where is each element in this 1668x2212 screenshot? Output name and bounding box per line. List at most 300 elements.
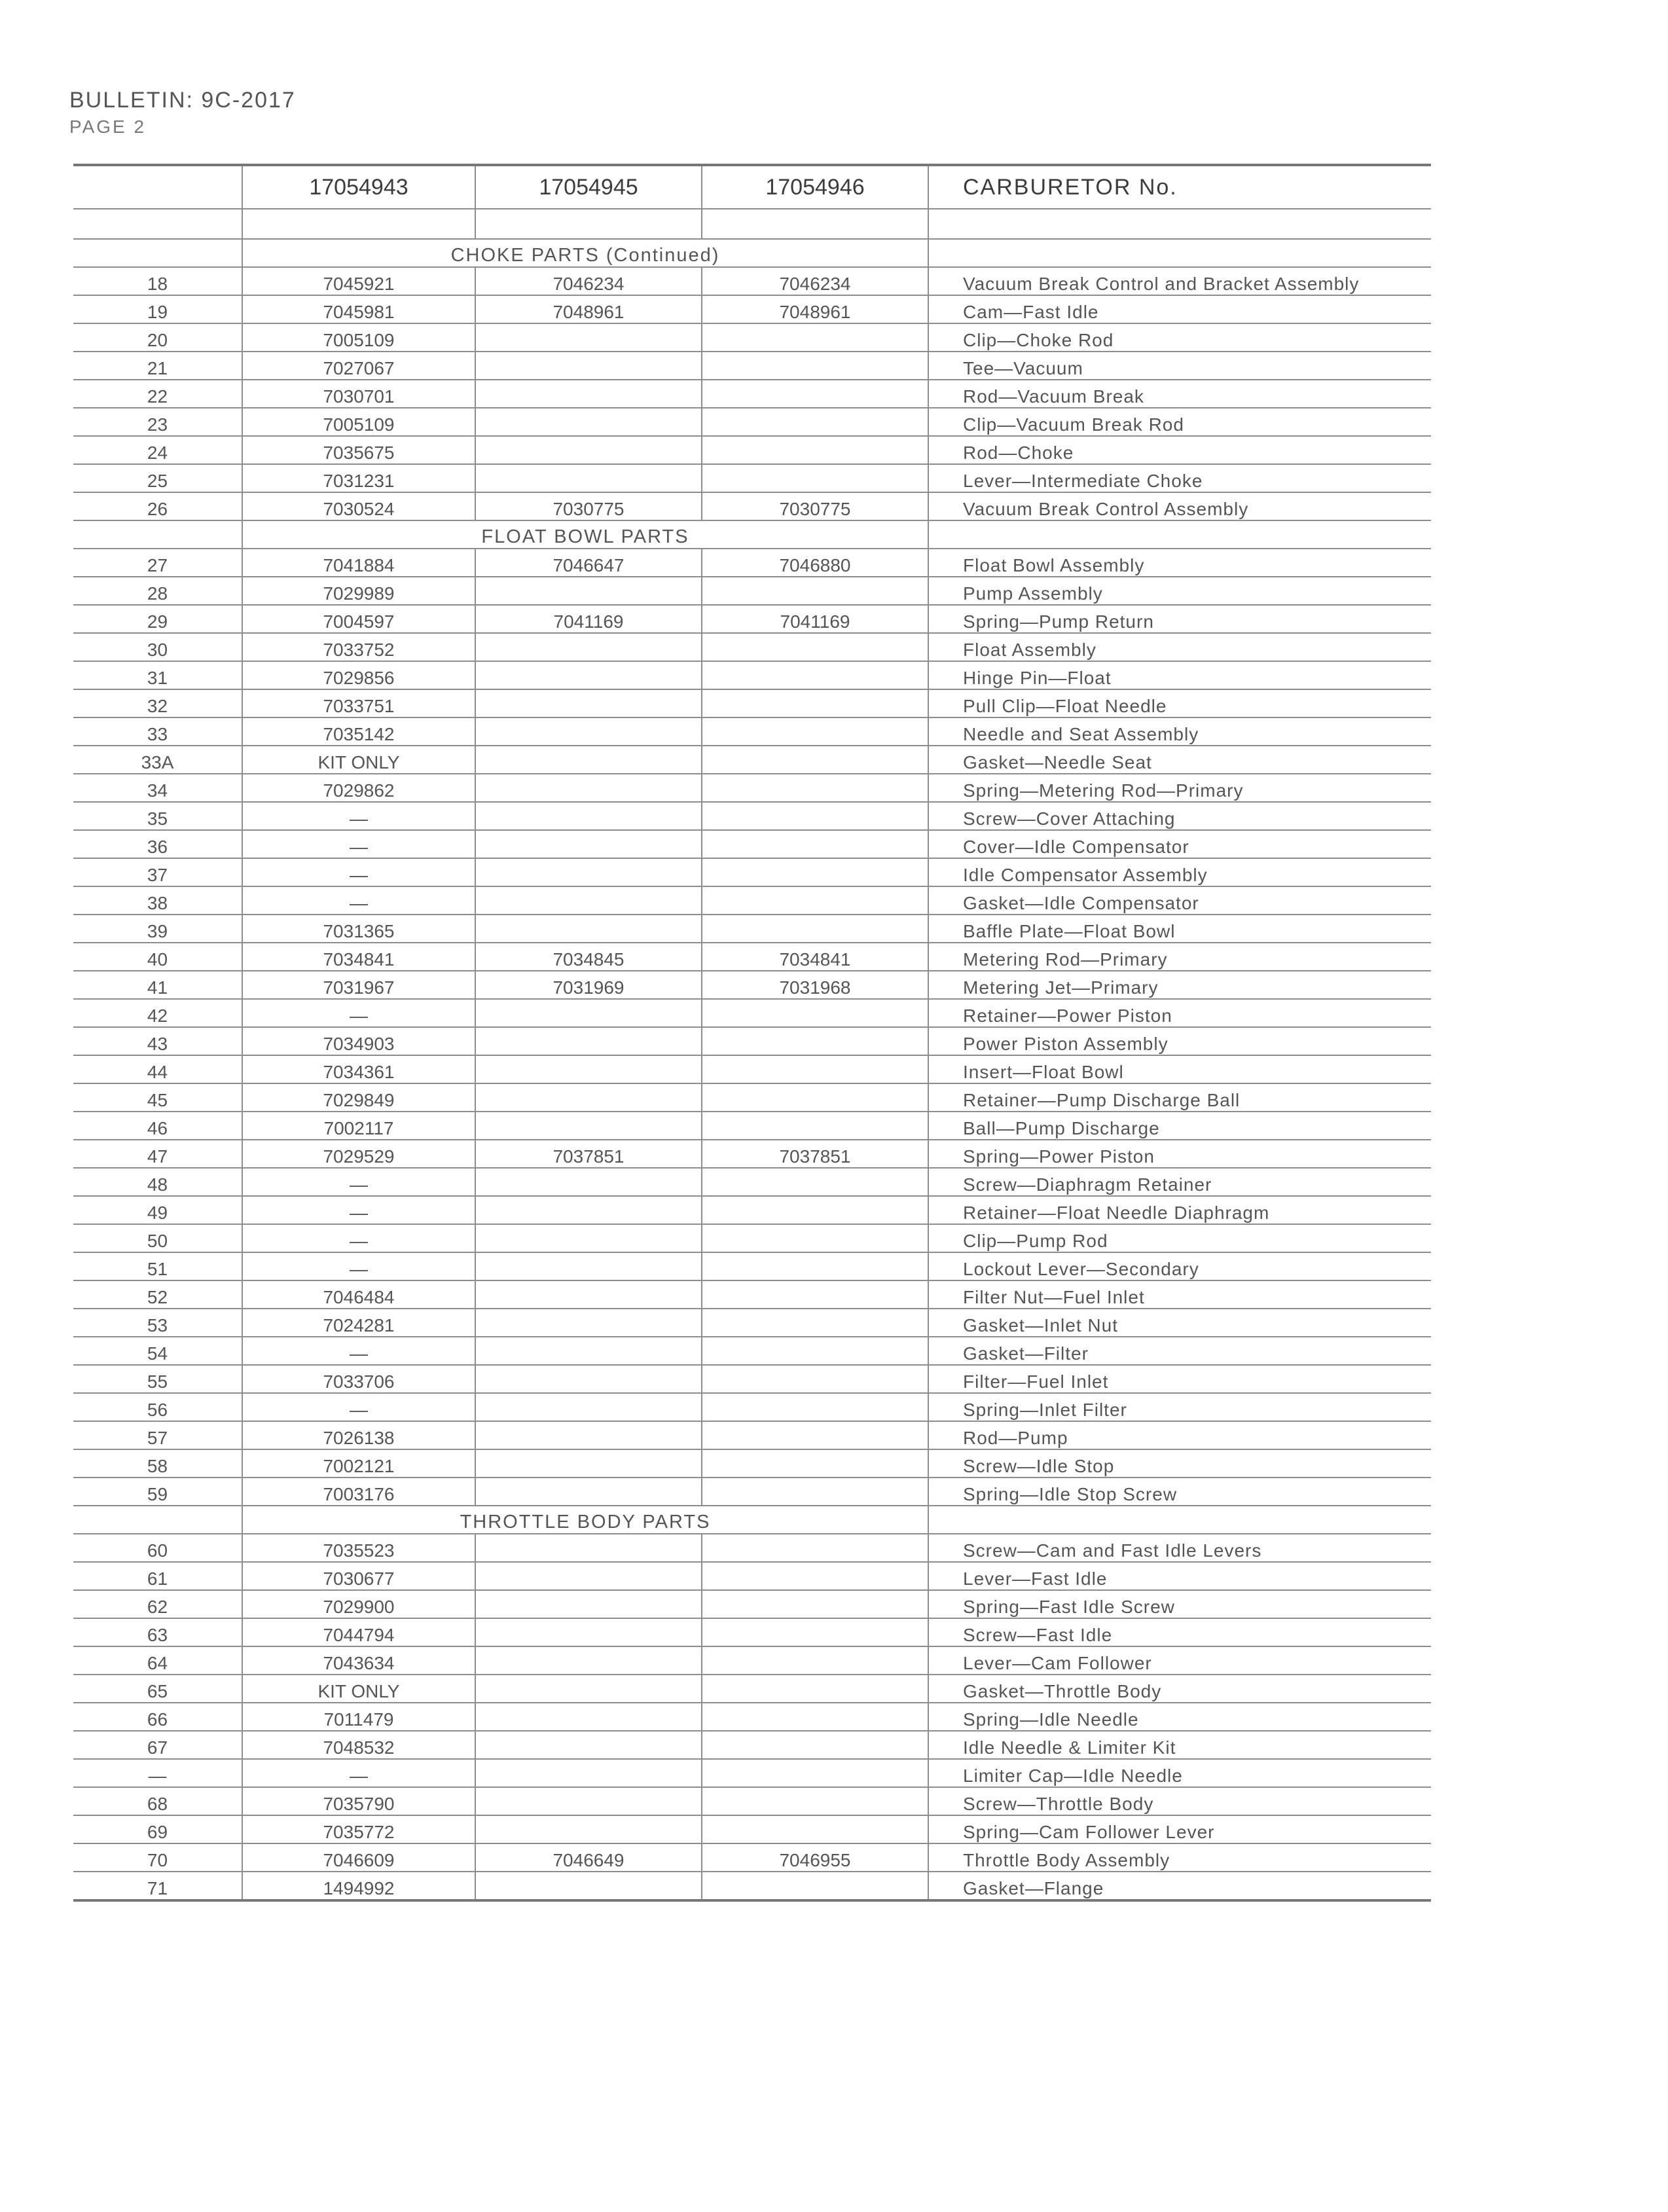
table-row: [73, 1337, 1431, 1365]
table-row: [73, 1027, 1431, 1055]
part-number-17054943: 7048532: [242, 1731, 475, 1759]
part-number-17054946: [702, 1309, 928, 1337]
ref-number: 70: [73, 1843, 242, 1872]
part-number-17054943: 7031365: [242, 915, 475, 943]
ref-number: 58: [73, 1449, 242, 1478]
parts-table: [73, 164, 1431, 1902]
ref-number: 47: [73, 1140, 242, 1168]
part-number-17054943: 7003176: [242, 1478, 475, 1506]
ref-number: 60: [73, 1534, 242, 1562]
ref-number: 52: [73, 1280, 242, 1309]
table-row: [73, 689, 1431, 717]
part-number-17054946: [702, 1393, 928, 1421]
part-number-17054943: 7002121: [242, 1449, 475, 1478]
part-number-17054943: 7026138: [242, 1421, 475, 1449]
part-description: Cam—Fast Idle: [928, 295, 1431, 323]
part-number-17054943: —: [242, 830, 475, 858]
table-row: [73, 1393, 1431, 1421]
part-number-17054946: [702, 1646, 928, 1675]
table-row: [73, 1252, 1431, 1280]
part-number-17054946: [702, 1280, 928, 1309]
ref-number: 56: [73, 1393, 242, 1421]
section-key-cell: [73, 1506, 242, 1534]
part-number-17054945: [475, 1562, 702, 1590]
part-description: Spring—Idle Needle: [928, 1703, 1431, 1731]
part-number-17054945: [475, 1534, 702, 1562]
part-number-17054945: [475, 1731, 702, 1759]
part-number-17054943: 7046609: [242, 1843, 475, 1872]
table-row: [73, 1534, 1431, 1562]
part-number-17054946: [702, 774, 928, 802]
ref-number: 35: [73, 802, 242, 830]
part-number-17054945: [475, 1421, 702, 1449]
part-number-17054945: [475, 1872, 702, 1900]
table-row: [73, 1421, 1431, 1449]
part-number-17054943: 7046484: [242, 1280, 475, 1309]
part-number-17054943: —: [242, 1337, 475, 1365]
page-number: PAGE 2: [69, 117, 147, 137]
ref-number: 31: [73, 661, 242, 689]
section-key-cell: [73, 520, 242, 549]
part-description: Cover—Idle Compensator: [928, 830, 1431, 858]
table-row: [73, 492, 1431, 520]
part-number-17054945: [475, 1168, 702, 1196]
section-title: CHOKE PARTS (Continued): [242, 239, 928, 267]
part-number-17054943: 1494992: [242, 1872, 475, 1900]
part-number-17054945: [475, 717, 702, 746]
part-description: Baffle Plate—Float Bowl: [928, 915, 1431, 943]
part-description: Clip—Choke Rod: [928, 323, 1431, 352]
bulletin-title: BULLETIN: 9C-2017: [69, 88, 296, 113]
table-row: [73, 1280, 1431, 1309]
part-number-17054943: 7029856: [242, 661, 475, 689]
table-row: [73, 1055, 1431, 1083]
ref-number: 45: [73, 1083, 242, 1112]
ref-number: 46: [73, 1112, 242, 1140]
ref-number: 28: [73, 577, 242, 605]
part-description: Spring—Pump Return: [928, 605, 1431, 633]
part-description: Filter—Fuel Inlet: [928, 1365, 1431, 1393]
part-number-17054945: [475, 1815, 702, 1843]
table-row: [73, 915, 1431, 943]
ref-number: 39: [73, 915, 242, 943]
part-number-17054946: [702, 1196, 928, 1224]
spacer-cell: [242, 209, 475, 239]
table-row: [73, 1562, 1431, 1590]
part-number-17054946: 7031968: [702, 971, 928, 999]
part-number-17054945: [475, 1675, 702, 1703]
part-number-17054943: —: [242, 858, 475, 886]
part-number-17054946: [702, 1759, 928, 1787]
part-number-17054943: 7045921: [242, 267, 475, 295]
part-description: Float Assembly: [928, 633, 1431, 661]
part-number-17054946: [702, 1055, 928, 1083]
part-number-17054943: 7034841: [242, 943, 475, 971]
table-row: [73, 295, 1431, 323]
part-description: Lever—Cam Follower: [928, 1646, 1431, 1675]
part-number-17054946: [702, 858, 928, 886]
part-description: Screw—Cover Attaching: [928, 802, 1431, 830]
table-row: [73, 1083, 1431, 1112]
table-row: [73, 1646, 1431, 1675]
part-number-17054945: [475, 1478, 702, 1506]
part-description: Gasket—Idle Compensator: [928, 886, 1431, 915]
part-description: Hinge Pin—Float: [928, 661, 1431, 689]
part-description: Gasket—Flange: [928, 1872, 1431, 1900]
table-row: [73, 605, 1431, 633]
part-number-17054945: 7046649: [475, 1843, 702, 1872]
section-title: FLOAT BOWL PARTS: [242, 520, 928, 549]
part-number-17054945: [475, 886, 702, 915]
part-description: Idle Compensator Assembly: [928, 858, 1431, 886]
part-number-17054945: [475, 1196, 702, 1224]
ref-number: 29: [73, 605, 242, 633]
table-row: [73, 746, 1431, 774]
ref-number: 34: [73, 774, 242, 802]
ref-number: 33: [73, 717, 242, 746]
table-row: [73, 577, 1431, 605]
part-number-17054946: [702, 1027, 928, 1055]
part-number-17054945: 7041169: [475, 605, 702, 633]
part-number-17054943: 7044794: [242, 1618, 475, 1646]
table-row: [73, 549, 1431, 577]
part-number-17054945: [475, 436, 702, 464]
part-description: Vacuum Break Control Assembly: [928, 492, 1431, 520]
table-row: [73, 1365, 1431, 1393]
part-description: Metering Jet—Primary: [928, 971, 1431, 999]
ref-number: 49: [73, 1196, 242, 1224]
part-number-17054945: [475, 1224, 702, 1252]
part-number-17054945: [475, 858, 702, 886]
part-number-17054943: 7031231: [242, 464, 475, 492]
part-number-17054946: [702, 746, 928, 774]
part-number-17054943: 7029862: [242, 774, 475, 802]
part-number-17054946: [702, 1562, 928, 1590]
ref-number: 37: [73, 858, 242, 886]
part-number-17054943: 7035772: [242, 1815, 475, 1843]
ref-number: 67: [73, 1731, 242, 1759]
table-row: [73, 943, 1431, 971]
part-description: Screw—Fast Idle: [928, 1618, 1431, 1646]
part-number-17054945: [475, 915, 702, 943]
part-number-17054945: 7030775: [475, 492, 702, 520]
part-number-17054945: [475, 352, 702, 380]
part-number-17054946: 7041169: [702, 605, 928, 633]
part-description: Needle and Seat Assembly: [928, 717, 1431, 746]
part-number-17054943: 7033751: [242, 689, 475, 717]
part-number-17054946: [702, 689, 928, 717]
part-description: Rod—Vacuum Break: [928, 380, 1431, 408]
part-description: Gasket—Needle Seat: [928, 746, 1431, 774]
ref-number: 44: [73, 1055, 242, 1083]
part-number-17054945: [475, 1083, 702, 1112]
part-number-17054943: 7035523: [242, 1534, 475, 1562]
table-row: [73, 1872, 1431, 1900]
part-description: Spring—Power Piston: [928, 1140, 1431, 1168]
part-number-17054945: [475, 830, 702, 858]
table-row: [73, 1309, 1431, 1337]
part-number-17054946: [702, 830, 928, 858]
part-number-17054946: [702, 1534, 928, 1562]
ref-number: 23: [73, 408, 242, 436]
ref-number: 24: [73, 436, 242, 464]
part-number-17054945: [475, 380, 702, 408]
part-number-17054943: —: [242, 999, 475, 1027]
part-number-17054945: 7046234: [475, 267, 702, 295]
part-description: Ball—Pump Discharge: [928, 1112, 1431, 1140]
part-number-17054946: [702, 1365, 928, 1393]
ref-number: 33A: [73, 746, 242, 774]
ref-number: 38: [73, 886, 242, 915]
ref-number: 43: [73, 1027, 242, 1055]
section-header-row: [73, 239, 1431, 267]
part-number-17054943: 7034361: [242, 1055, 475, 1083]
ref-number: 65: [73, 1675, 242, 1703]
part-number-17054945: [475, 1590, 702, 1618]
part-number-17054943: 7043634: [242, 1646, 475, 1675]
part-number-17054945: [475, 802, 702, 830]
ref-number: 22: [73, 380, 242, 408]
part-number-17054945: [475, 1703, 702, 1731]
ref-number: 20: [73, 323, 242, 352]
part-number-17054946: [702, 1731, 928, 1759]
ref-number: 68: [73, 1787, 242, 1815]
part-description: Tee—Vacuum: [928, 352, 1431, 380]
part-number-17054943: 7024281: [242, 1309, 475, 1337]
table-row: [73, 802, 1431, 830]
part-number-17054943: —: [242, 1168, 475, 1196]
table-row: [73, 1196, 1431, 1224]
part-number-17054945: 7046647: [475, 549, 702, 577]
table-row: [73, 1843, 1431, 1872]
table-row: [73, 1759, 1431, 1787]
part-number-17054946: [702, 577, 928, 605]
part-number-17054946: [702, 1083, 928, 1112]
spacer-cell: [928, 209, 1431, 239]
ref-number: 27: [73, 549, 242, 577]
part-number-17054943: —: [242, 802, 475, 830]
part-number-17054943: —: [242, 1252, 475, 1280]
part-number-17054946: [702, 999, 928, 1027]
part-number-17054943: 7030524: [242, 492, 475, 520]
part-description: Limiter Cap—Idle Needle: [928, 1759, 1431, 1787]
ref-number: 50: [73, 1224, 242, 1252]
part-number-17054945: [475, 1393, 702, 1421]
spacer-cell: [475, 209, 702, 239]
part-description: Insert—Float Bowl: [928, 1055, 1431, 1083]
section-desc-cell: [928, 1506, 1431, 1534]
part-number-17054946: [702, 661, 928, 689]
ref-number: 62: [73, 1590, 242, 1618]
table-row: [73, 830, 1431, 858]
part-number-17054945: [475, 1055, 702, 1083]
ref-number: 42: [73, 999, 242, 1027]
part-number-17054943: 7035142: [242, 717, 475, 746]
part-number-17054943: 7029529: [242, 1140, 475, 1168]
table-row: [73, 717, 1431, 746]
part-number-17054945: [475, 1365, 702, 1393]
part-description: Screw—Cam and Fast Idle Levers: [928, 1534, 1431, 1562]
part-number-17054945: 7048961: [475, 295, 702, 323]
part-number-17054945: [475, 633, 702, 661]
table-row: [73, 267, 1431, 295]
part-number-17054945: [475, 661, 702, 689]
part-description: Screw—Throttle Body: [928, 1787, 1431, 1815]
ref-number: 54: [73, 1337, 242, 1365]
part-number-17054945: 7034845: [475, 943, 702, 971]
part-description: Clip—Pump Rod: [928, 1224, 1431, 1252]
part-description: Spring—Cam Follower Lever: [928, 1815, 1431, 1843]
part-description: Lever—Fast Idle: [928, 1562, 1431, 1590]
part-number-17054945: [475, 1337, 702, 1365]
part-description: Retainer—Pump Discharge Ball: [928, 1083, 1431, 1112]
part-number-17054945: [475, 1449, 702, 1478]
part-number-17054943: 7030701: [242, 380, 475, 408]
table-row: [73, 1168, 1431, 1196]
section-header-row: [73, 520, 1431, 549]
section-header-row: [73, 1506, 1431, 1534]
part-number-17054943: 7027067: [242, 352, 475, 380]
part-number-17054943: 7011479: [242, 1703, 475, 1731]
part-number-17054946: 7034841: [702, 943, 928, 971]
part-description: Gasket—Throttle Body: [928, 1675, 1431, 1703]
part-number-17054943: —: [242, 1393, 475, 1421]
part-description: Vacuum Break Control and Bracket Assembly: [928, 267, 1431, 295]
ref-number: 64: [73, 1646, 242, 1675]
part-number-17054946: [702, 1590, 928, 1618]
part-number-17054945: [475, 746, 702, 774]
part-number-17054946: [702, 380, 928, 408]
part-number-17054945: [475, 323, 702, 352]
part-number-17054943: 7029849: [242, 1083, 475, 1112]
part-number-17054943: —: [242, 886, 475, 915]
part-number-17054945: [475, 1112, 702, 1140]
part-description: Spring—Idle Stop Screw: [928, 1478, 1431, 1506]
part-number-17054945: [475, 1309, 702, 1337]
spacer-cell: [702, 209, 928, 239]
table-row: [73, 633, 1431, 661]
part-number-17054946: 7046234: [702, 267, 928, 295]
part-number-17054943: 7034903: [242, 1027, 475, 1055]
ref-number: 41: [73, 971, 242, 999]
part-description: Pull Clip—Float Needle: [928, 689, 1431, 717]
part-number-17054943: 7033706: [242, 1365, 475, 1393]
part-number-17054945: [475, 1618, 702, 1646]
part-number-17054946: [702, 352, 928, 380]
ref-number: 66: [73, 1703, 242, 1731]
table-row: [73, 1140, 1431, 1168]
ref-number: —: [73, 1759, 242, 1787]
part-number-17054946: [702, 408, 928, 436]
part-description: Spring—Fast Idle Screw: [928, 1590, 1431, 1618]
part-number-17054946: [702, 633, 928, 661]
part-number-17054945: [475, 999, 702, 1027]
table-row: [73, 774, 1431, 802]
part-description: Gasket—Inlet Nut: [928, 1309, 1431, 1337]
table-row: [73, 971, 1431, 999]
section-title: THROTTLE BODY PARTS: [242, 1506, 928, 1534]
part-number-17054943: 7029989: [242, 577, 475, 605]
part-number-17054945: [475, 774, 702, 802]
ref-number: 40: [73, 943, 242, 971]
table-row: [73, 1787, 1431, 1815]
part-number-17054943: —: [242, 1196, 475, 1224]
part-number-17054945: [475, 689, 702, 717]
table-row: [73, 1618, 1431, 1646]
part-number-17054943: 7030677: [242, 1562, 475, 1590]
section-desc-cell: [928, 239, 1431, 267]
part-description: Power Piston Assembly: [928, 1027, 1431, 1055]
table-row: [73, 464, 1431, 492]
ref-number: 51: [73, 1252, 242, 1280]
ref-number: 69: [73, 1815, 242, 1843]
part-number-17054946: 7046880: [702, 549, 928, 577]
ref-number: 59: [73, 1478, 242, 1506]
ref-number: 21: [73, 352, 242, 380]
part-number-17054943: 7031967: [242, 971, 475, 999]
part-number-17054946: [702, 1703, 928, 1731]
part-number-17054945: 7031969: [475, 971, 702, 999]
table-row: [73, 886, 1431, 915]
part-number-17054945: [475, 577, 702, 605]
column-header-description: CARBURETOR No.: [928, 165, 1431, 209]
part-description: Rod—Pump: [928, 1421, 1431, 1449]
part-number-17054945: [475, 464, 702, 492]
ref-number: 57: [73, 1421, 242, 1449]
table-row: [73, 1675, 1431, 1703]
part-number-17054946: 7046955: [702, 1843, 928, 1872]
table-row: [73, 1703, 1431, 1731]
table-row: [73, 436, 1431, 464]
part-number-17054946: 7048961: [702, 295, 928, 323]
ref-number: 55: [73, 1365, 242, 1393]
part-number-17054943: —: [242, 1759, 475, 1787]
part-description: Spring—Inlet Filter: [928, 1393, 1431, 1421]
table-row: [73, 380, 1431, 408]
ref-number: 25: [73, 464, 242, 492]
ref-number: 19: [73, 295, 242, 323]
part-description: Filter Nut—Fuel Inlet: [928, 1280, 1431, 1309]
part-number-17054945: [475, 408, 702, 436]
ref-number: 32: [73, 689, 242, 717]
part-number-17054946: [702, 1787, 928, 1815]
table-row: [73, 352, 1431, 380]
part-number-17054943: 7029900: [242, 1590, 475, 1618]
part-description: Idle Needle & Limiter Kit: [928, 1731, 1431, 1759]
part-number-17054943: 7045981: [242, 295, 475, 323]
part-description: Throttle Body Assembly: [928, 1843, 1431, 1872]
part-number-17054946: [702, 1618, 928, 1646]
part-number-17054943: 7035790: [242, 1787, 475, 1815]
table-row: [73, 999, 1431, 1027]
table-row: [73, 1590, 1431, 1618]
ref-number: 61: [73, 1562, 242, 1590]
part-number-17054943: 7005109: [242, 408, 475, 436]
part-number-17054946: [702, 1815, 928, 1843]
part-number-17054943: KIT ONLY: [242, 746, 475, 774]
part-number-17054946: [702, 323, 928, 352]
part-number-17054943: 7041884: [242, 549, 475, 577]
ref-number: 63: [73, 1618, 242, 1646]
part-number-17054946: [702, 1252, 928, 1280]
table-row: [73, 408, 1431, 436]
part-number-17054945: 7037851: [475, 1140, 702, 1168]
ref-number: 26: [73, 492, 242, 520]
ref-number: 53: [73, 1309, 242, 1337]
part-description: Lockout Lever—Secondary: [928, 1252, 1431, 1280]
part-number-17054945: [475, 1252, 702, 1280]
ref-number: 30: [73, 633, 242, 661]
